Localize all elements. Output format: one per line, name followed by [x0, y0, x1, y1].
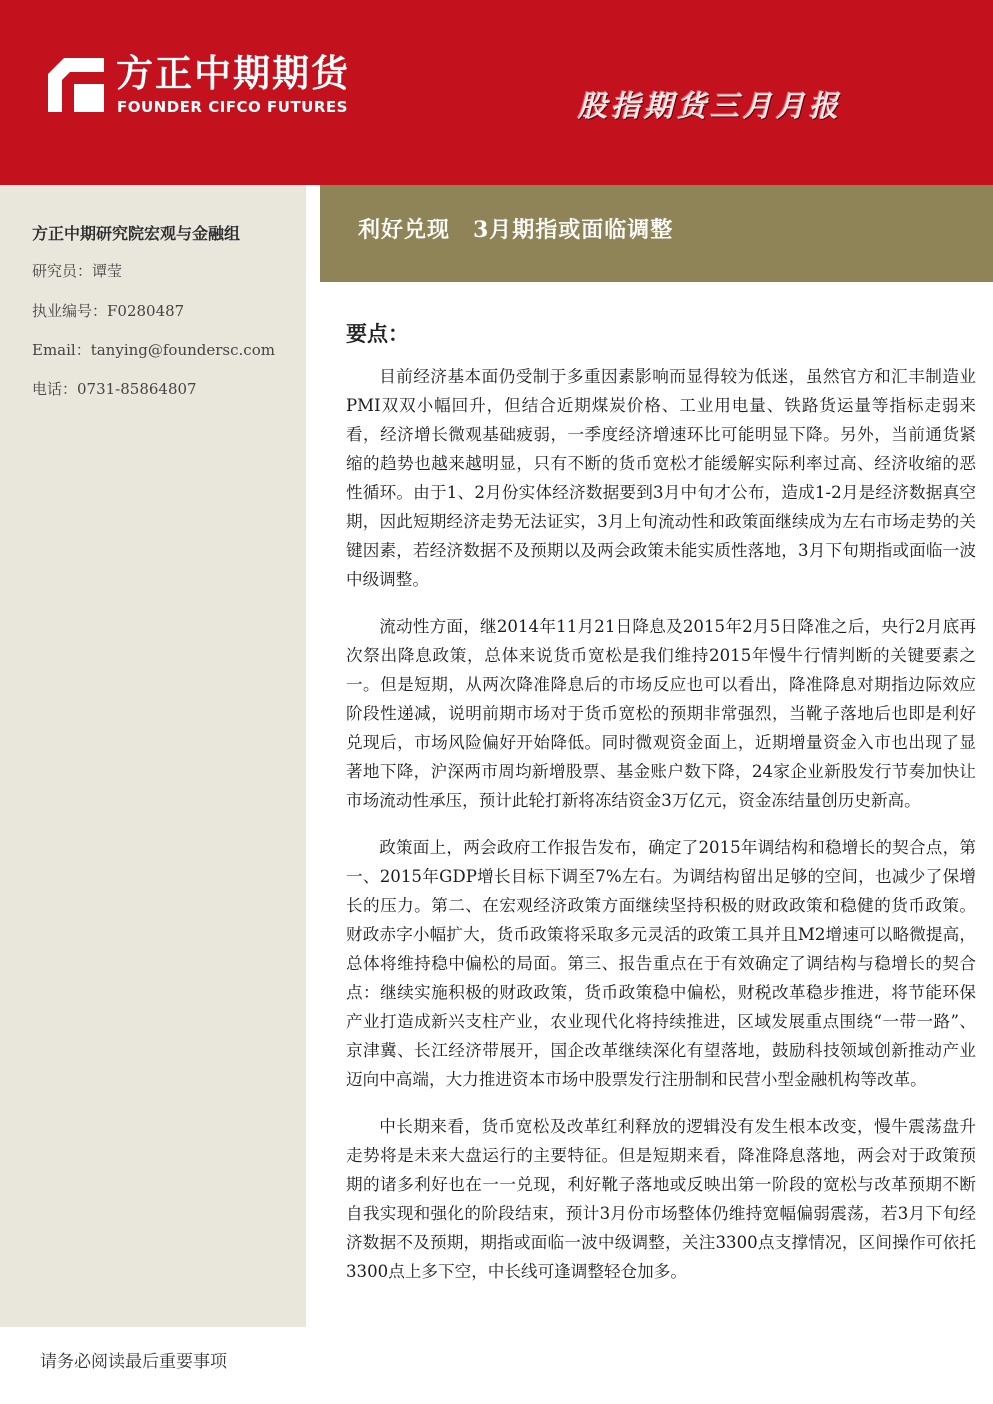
research-group: 方正中期研究院宏观与金融组 [32, 224, 241, 243]
report-body [346, 362, 976, 1304]
body-paragraph: 流动性方面，继2014年11月21日降息及2015年2月5日降准之后，央行2月底再次祭出降息政策，总体来说货币宽松是我们维持2015年慢牛行情判断的关键要素之一。但是短期，从两次降准降息后的市场反应也可以看出，降准降息对期指边际效应阶段性递减，说明前期市场对于货币宽松的预期非常强烈，当靴子落地后也即是利好兑现后，市场风险偏好开始降低。同时微观资金面上，近期增量资金入市也出现了显著地下降，沪深两市周均新增股票、基金账户数下降，24家企业新股发行节奏加快让市场流动性承压，预计此轮打新将冻结资金3万亿元，资金冻结量创历史新高。 [346, 617, 976, 810]
keypoints-heading: 要点： [346, 321, 409, 346]
author-sidebar [0, 185, 306, 1327]
subtitle-banner [320, 185, 993, 282]
researcher-name: 研究员：谭莹 [32, 262, 123, 280]
report-subtitle: 利好兑现 3月期指或面临调整 [358, 217, 674, 243]
report-title: 股指期货三月月报 [578, 89, 843, 123]
license-number: 执业编号：F0280487 [32, 302, 185, 320]
company-logo-icon [48, 58, 104, 112]
disclaimer-note: 请务必阅读最后重要事项 [40, 1352, 227, 1372]
company-name-en: FOUNDER CIFCO FUTURES [117, 98, 348, 116]
author-email: Email：tanying@foundersc.com [32, 341, 275, 359]
body-paragraph: 政策面上，两会政府工作报告发布，确定了2015年调结构和稳增长的契合点，第一、2015年GDP增长目标下调至7%左右。为调结构留出足够的空间，也减少了保增长的压力。第二、在宏观经济政策方面继续坚持积极的财政政策和稳健的货币政策。财政赤字小幅扩大，货币政策将采取多元灵活的政策工具并且M2增速可以略微提高，总体将维持稳中偏松的局面。第三、报告重点在于有效确定了调结构与稳增长的契合点：继续实施积极的财政政策，货币政策稳中偏松，财税改革稳步推进，将节能环保产业打造成新兴支柱产业，农业现代化将持续推进，区域发展重点围绕“一带一路”、京津冀、长江经济带展开，国企改革继续深化有望落地，鼓励科技领域创新推动产业迈向中高端，大力推进资本市场中股票发行注册制和民营小型金融机构等改革。 [346, 838, 976, 1089]
body-paragraph: 目前经济基本面仍受制于多重因素影响而显得较为低迷，虽然官方和汇丰制造业PMI双双小幅回升，但结合近期煤炭价格、工业用电量、铁路货运量等指标走弱来看，经济增长微观基础疲弱，一季度经济增速环比可能明显下降。另外，当前通货紧缩的趋势也越来越明显，只有不断的货币宽松才能缓解实际利率过高、经济收缩的恶性循环。由于1、2月份实体经济数据要到3月中旬才公布，造成1-2月是经济数据真空期，因此短期经济走势无法证实，3月上旬流动性和政策面继续成为左右市场走势的关键因素，若经济数据不及预期以及两会政策未能实质性落地，3月下旬期指或面临一波中级调整。 [346, 367, 976, 589]
author-phone: 电话：0731-85864807 [32, 380, 197, 398]
body-paragraph: 中长期来看，货币宽松及改革红利释放的逻辑没有发生根本改变，慢牛震荡盘升走势将是未来大盘运行的主要特征。但是短期来看，降准降息落地，两会对于政策预期的诸多利好也在一一兑现，利好靴子落地或反映出第一阶段的宽松与改革预期不断自我实现和强化的阶段结束，预计3月份市场整体仍维持宽幅偏弱震荡，若3月下旬经济数据不及预期，期指或面临一波中级调整，关注3300点支撑情况，区间操作可依托3300点上多下空，中长线可逢调整轻仓加多。 [346, 1117, 976, 1281]
company-name-cn: 方正中期期货 [116, 52, 350, 95]
report-header [0, 0, 993, 185]
